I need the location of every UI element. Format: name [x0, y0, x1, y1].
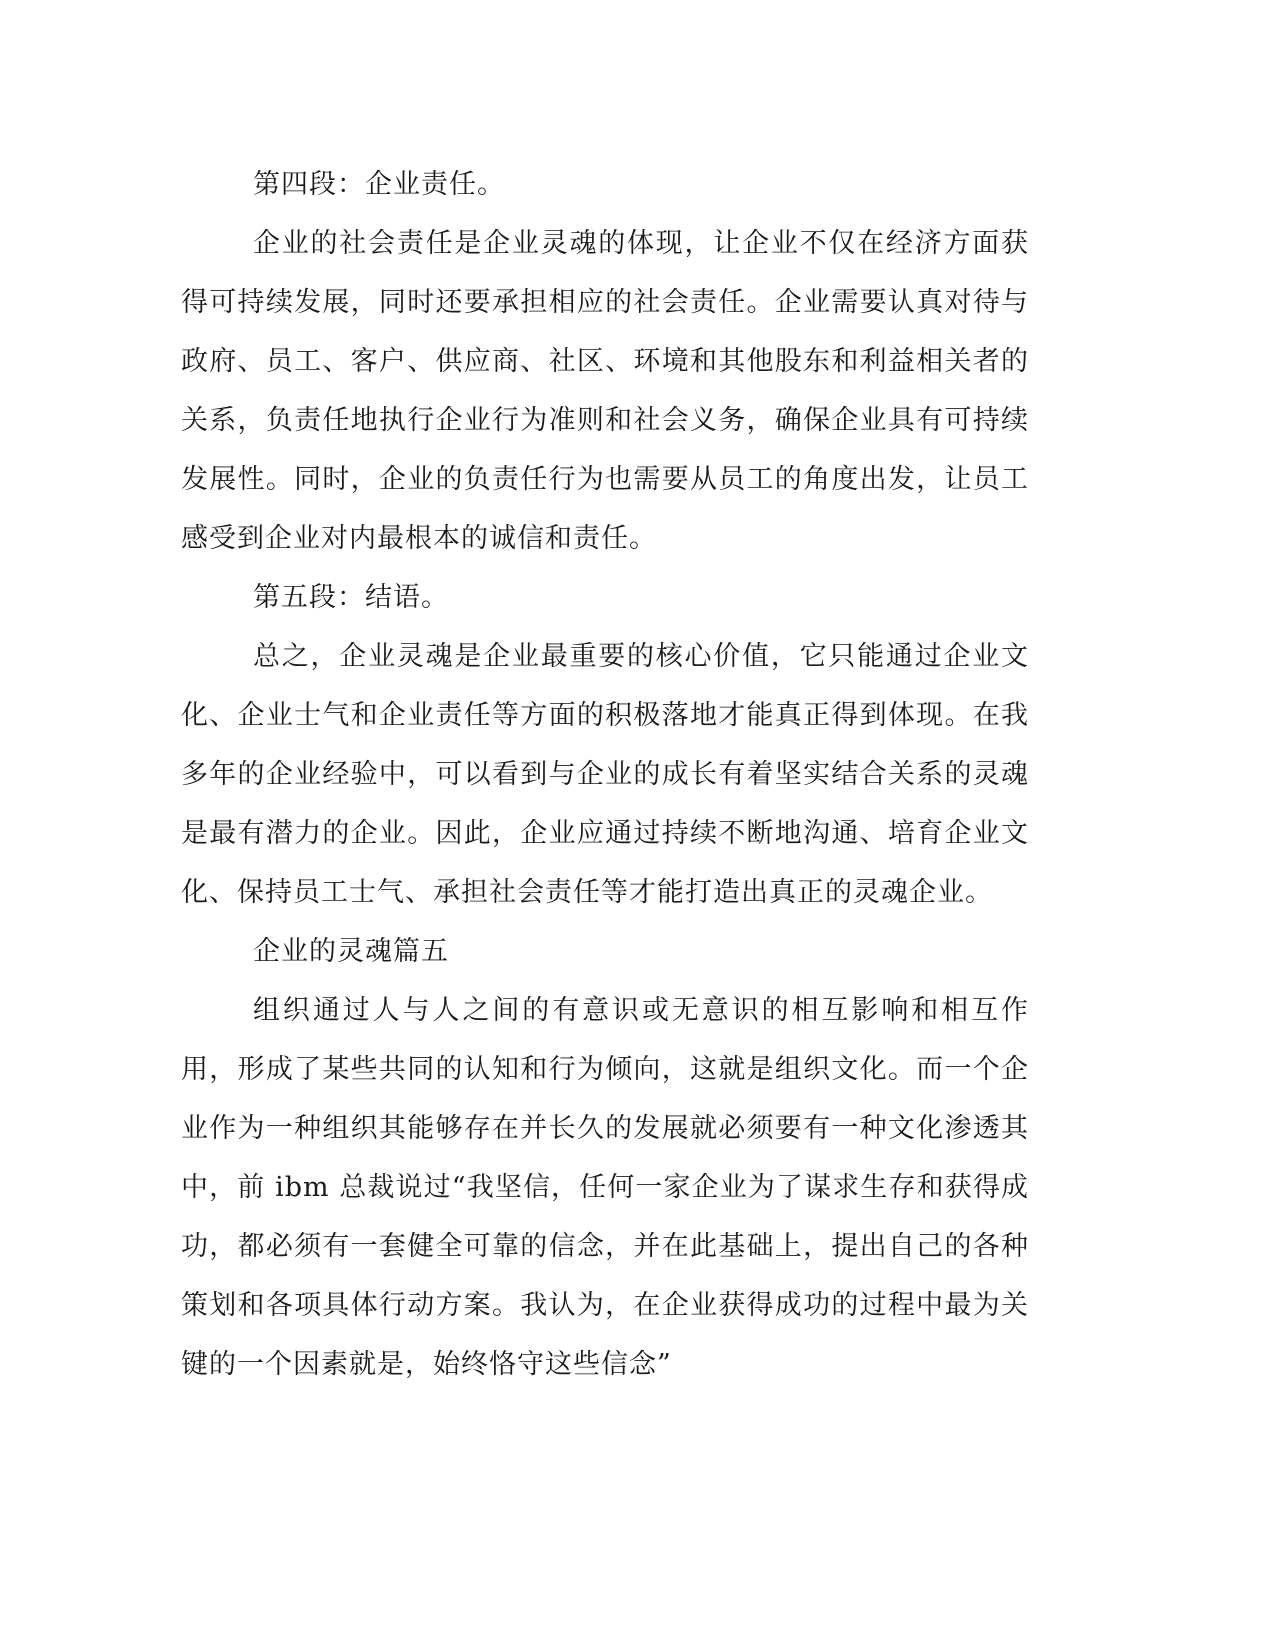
section-5-heading: 第五段：结语。: [253, 582, 449, 613]
article-5-title: 企业的灵魂篇五: [253, 936, 449, 967]
section-4-paragraph: 企业的社会责任是企业灵魂的体现，让企业不仅在经济方面获得可持续发展，同时还要承担相应的社会责任。企业需要认真对待与政府、员工、客户、供应商、社区、环境和其他股东和利益相关者的关系，负责任地执行企业行为准则和社会义务，确保企业具有可持续发展性。同时，企业的负责任行为也需要从员工的角度出发，让员工感受到企业对内最根本的诚信和责任。: [181, 228, 1029, 554]
section-4-heading: 第四段：企业责任。: [253, 169, 505, 200]
section-5-paragraph: 总之，企业灵魂是企业最重要的核心价值，它只能通过企业文化、企业士气和企业责任等方面的积极落地才能真正得到体现。在我多年的企业经验中，可以看到与企业的成长有着坚实结合关系的灵魂是最有潜力的企业。因此，企业应通过持续不断地沟通、培育企业文化、保持员工士气、承担社会责任等才能打造出真正的灵魂企业。: [181, 641, 1029, 908]
article-5-paragraph: 组织通过人与人之间的有意识或无意识的相互影响和相互作用，形成了某些共同的认知和行为倾向，这就是组织文化。而一个企业作为一种组织其能够存在并长久的发展就必须要有一种文化渗透其中，前 ibm 总裁说过“我坚信，任何一家企业为了谋求生存和获得成功，都必须有一套健全可靠的信念，并在此基础上，提出自己的各种策划和各项具体行动方案。我认为，在企业获得成功的过程中最为关键的一个因素就是，始终恪守这些信念”: [181, 995, 1029, 1380]
document-body: [181, 155, 1029, 1394]
